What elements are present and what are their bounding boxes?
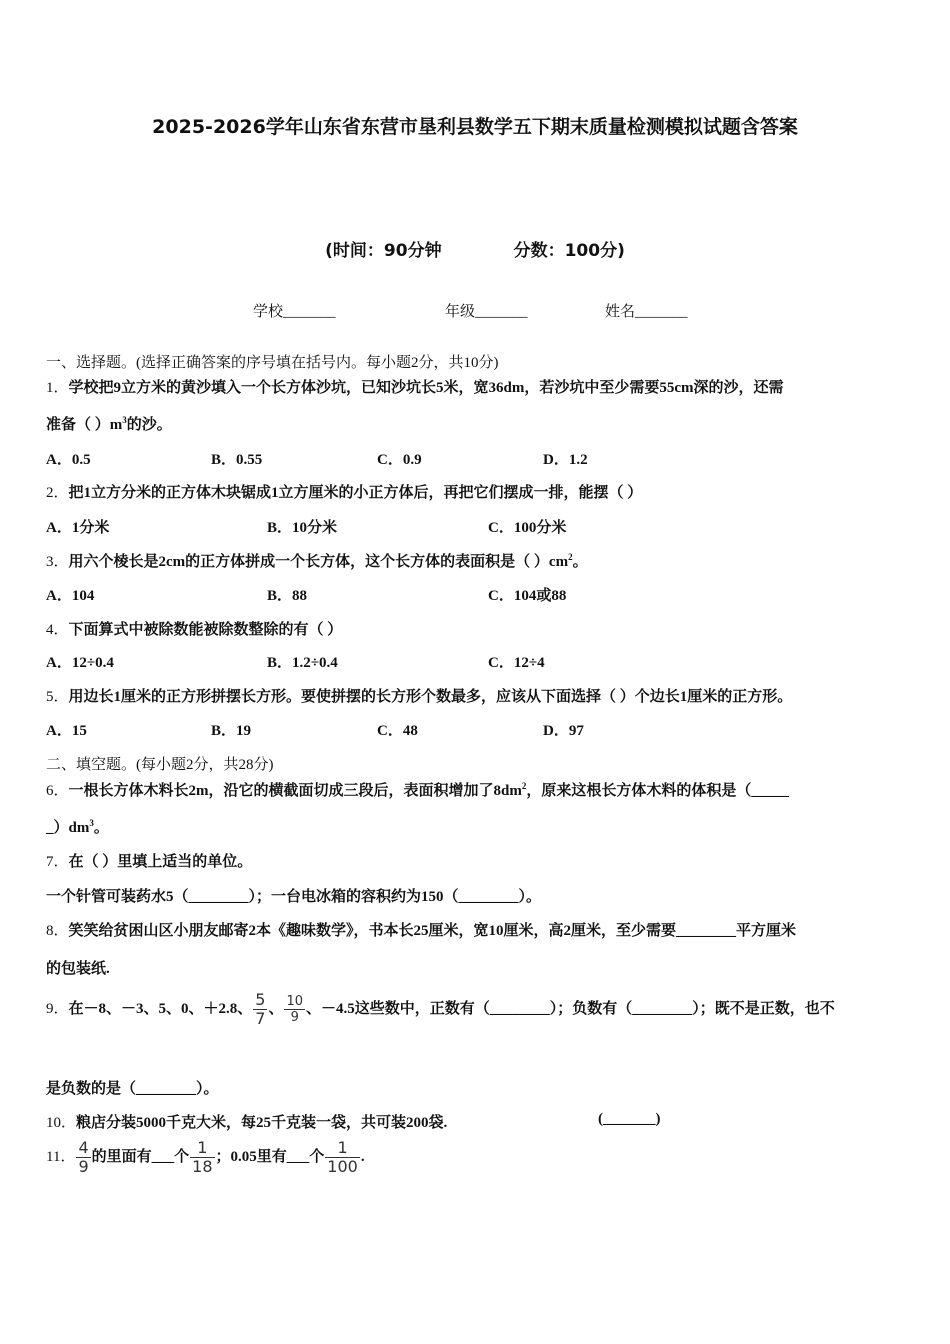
question-6-line2 (46, 816, 109, 837)
fraction (253, 992, 267, 1027)
question-number: 10． (46, 1115, 77, 1131)
question-number: 9． (46, 1000, 69, 1017)
numerator: 1 (337, 1138, 348, 1157)
option-b: B．1.2÷0.4 (267, 655, 338, 671)
answer-blank: (_______) (598, 1111, 661, 1127)
exam-meta (0, 236, 950, 261)
question-2 (46, 481, 642, 502)
option-c: C．0.9 (377, 452, 422, 468)
option-c: C．12÷4 (488, 655, 545, 671)
exam-time: (时间：90分钟 (325, 241, 442, 261)
superscript: 3 (122, 415, 127, 425)
fraction (76, 1140, 90, 1175)
name-field: 姓名_______ (605, 304, 688, 320)
numerator: 10 (286, 994, 304, 1009)
denominator: 18 (192, 1157, 213, 1176)
question-text: 、 (268, 1000, 284, 1017)
question-number: 7． (46, 854, 69, 870)
question-text: 在（ ）里填上适当的单位。 (68, 854, 253, 870)
fraction (284, 995, 305, 1024)
question-7 (46, 850, 252, 871)
question-text: 用边长1厘米的正方形拼摆长方形。要使拼摆的长方形个数最多，应该从下面选择（ ）个边长1厘米的正方形。 (68, 689, 793, 705)
option-c: C．104或88 (488, 588, 567, 604)
question-text: 。 (572, 554, 588, 570)
option-a: A．15 (46, 723, 87, 739)
fraction (190, 1140, 214, 1175)
question-text: _）dm (46, 820, 90, 836)
superscript: 2 (521, 781, 527, 791)
question-number: 6． (46, 783, 69, 799)
question-text: 学校把9立方米的黄沙填入一个长方体沙坑，已知沙坑长5米，宽36dm，若沙坑中至少需要55cm深的沙，还需 (68, 380, 784, 396)
question-11 (46, 1140, 365, 1175)
denominator: 9 (290, 1010, 299, 1025)
question-text: 把1立方分米的正方体木块锯成1立方厘米的小正方体后，再把它们摆成一排，能摆（ ） (68, 485, 643, 501)
question-text: 下面算式中被除数能被除数整除的有（ ） (68, 622, 343, 638)
question-text: 用六个棱长是2cm的正方体拼成一个长方体，这个长方体的表面积是（ ）cm (68, 554, 569, 570)
denominator: 100 (327, 1157, 358, 1176)
option-b: B．10分米 (267, 520, 338, 536)
option-b: B．0.55 (211, 452, 263, 468)
option-a: A．104 (46, 588, 95, 604)
question-text: . (360, 1148, 365, 1165)
numerator: 1 (197, 1138, 208, 1157)
page-title: 2025-2026学年山东省东营市垦利县数学五下期末质量检测模拟试题含答案 (152, 116, 798, 138)
option-a: A．0.5 (46, 452, 91, 468)
question-number: 1． (46, 380, 69, 396)
question-text: 笑笑给贫困山区小朋友邮寄2本《趣味数学》，书本长25厘米，宽10厘米，高2厘米，至少需要________平方厘米 (68, 923, 797, 939)
option-a: A．1分米 (46, 520, 110, 536)
question-7-line2: 一个针管可装药水5（________）；一台电冰箱的容积约为150（________）。 (46, 889, 542, 905)
question-text: 的沙。 (126, 417, 172, 433)
option-d: D．1.2 (543, 452, 588, 468)
option-d: D．97 (543, 723, 584, 739)
school-field: 学校_______ (253, 304, 336, 320)
option-c: C．48 (377, 723, 418, 739)
option-a: A．12÷0.4 (46, 655, 114, 671)
numerator: 5 (255, 990, 266, 1009)
question-8-line2: 的包装纸. (46, 961, 110, 977)
question-number: 3． (46, 554, 69, 570)
question-6 (46, 779, 789, 800)
question-number: 2． (46, 485, 69, 501)
question-5 (46, 685, 792, 706)
question-number: 5． (46, 689, 69, 705)
question-text: 一根长方体木料长2m，沿它的横截面切成三段后，表面积增加了8dm (68, 783, 522, 799)
question-9-line2: 是负数的是（________）。 (46, 1081, 219, 1097)
question-number: 4． (46, 622, 69, 638)
exam-score: 分数：100分) (513, 241, 625, 261)
question-9 (46, 992, 835, 1027)
superscript: 3 (89, 818, 94, 828)
question-text: 粮店分装5000千克大米，每25千克装一袋，共可装200袋. (76, 1115, 448, 1131)
question-number: 8． (46, 923, 69, 939)
denominator: 7 (255, 1009, 266, 1028)
question-4 (46, 618, 342, 639)
question-text: 准备（ ）m (46, 417, 123, 433)
section-heading-choice: 一、选择题。(选择正确答案的序号填在括号内。每小题2分，共10分) (46, 355, 499, 371)
question-text: ；0.05里有___个 (215, 1148, 325, 1165)
option-b: B．19 (211, 723, 252, 739)
option-b: B．88 (267, 588, 308, 604)
grade-field: 年级_______ (445, 304, 528, 320)
question-text: ，原来这根长方体木料的体积是（_____ (526, 783, 789, 799)
denominator: 9 (78, 1157, 89, 1176)
question-text: 、－4.5这些数中，正数有（________）；负数有（________）；既不是正数，也不 (306, 1000, 835, 1017)
question-text: 的里面有___个 (91, 1148, 190, 1165)
superscript: 2 (568, 552, 573, 562)
question-10 (46, 1111, 447, 1132)
question-text: 。 (93, 820, 109, 836)
numerator: 4 (78, 1138, 89, 1157)
section-heading-fill: 二、填空题。(每小题2分，共28分) (46, 757, 274, 773)
fraction (325, 1140, 360, 1175)
option-c: C．100分米 (488, 520, 567, 536)
question-text: 在－8、－3、5、0、＋2.8、 (68, 1000, 253, 1017)
question-8 (46, 919, 796, 940)
question-1-line2 (46, 413, 172, 434)
question-1 (46, 376, 784, 397)
question-3 (46, 550, 588, 571)
question-number: 11． (46, 1148, 76, 1165)
